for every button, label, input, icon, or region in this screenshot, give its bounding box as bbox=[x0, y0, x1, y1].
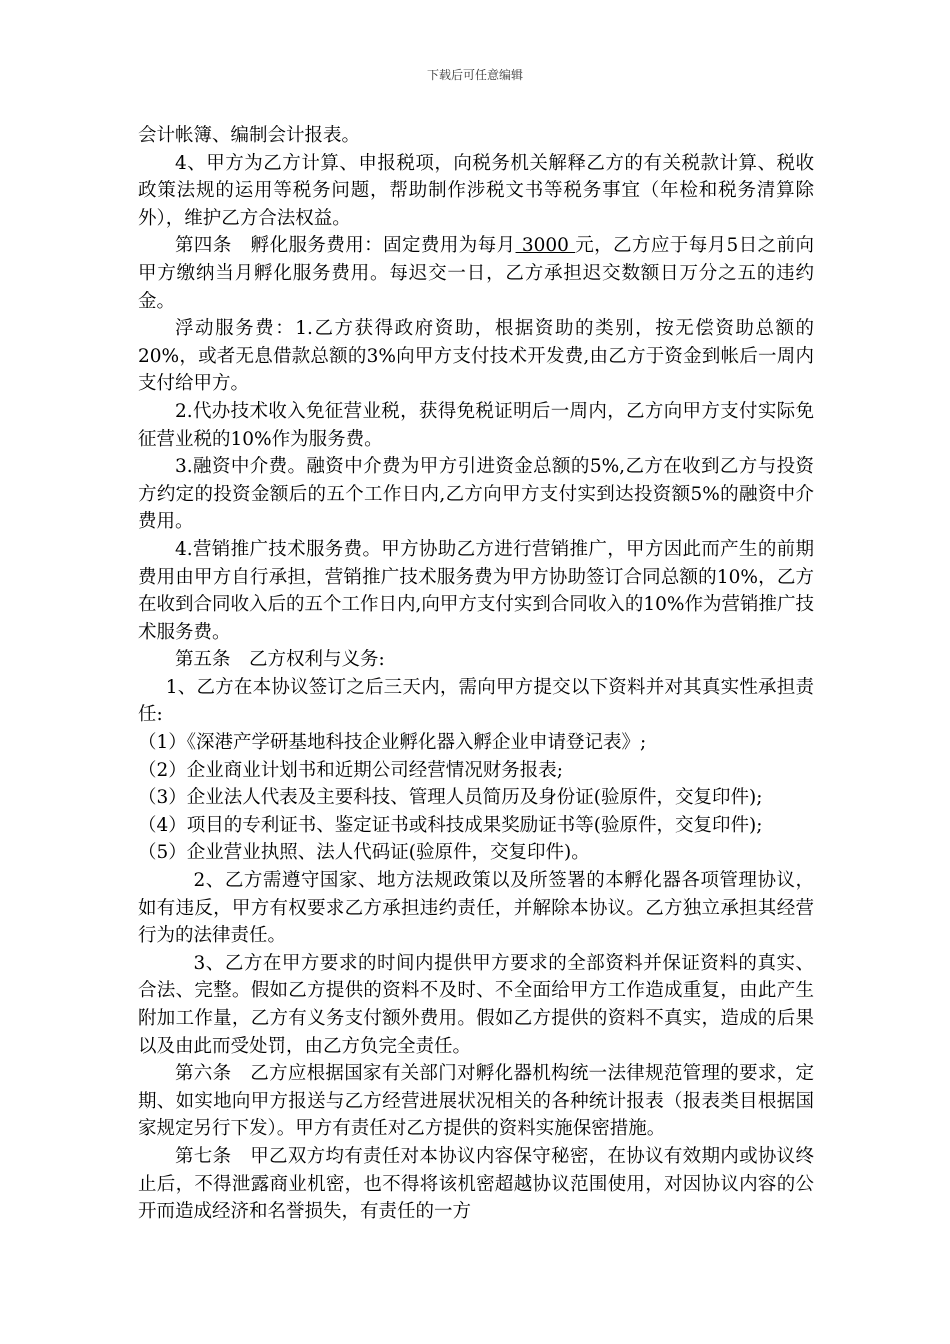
list-item: （4）项目的专利证书、鉴定证书或科技成果奖励证书等(验原件，交复印件); bbox=[138, 814, 763, 836]
list-item: （1）《深港产学研基地科技企业孵化器入孵企业申请登记表》; bbox=[138, 732, 647, 754]
page-header: 下载后可任意编辑 bbox=[426, 68, 523, 82]
article-4-paragraph bbox=[138, 232, 814, 315]
article-6-paragraph: 第六条 乙方应根据国家有关部门对孵化器机构统一法律规范管理的要求，定期、如实地向甲方报送与乙方经营进展状况相关的各种统计报表（报表类目根据国家规定另行下发）。甲方有责任对乙方提供的资料实施保密措施。 bbox=[138, 1063, 814, 1140]
paragraph: 2.代办技术收入免征营业税，获得免税证明后一周内，乙方向甲方支付实际免征营业税的10%作为服务费。 bbox=[138, 400, 814, 450]
list-item: （5）企业营业执照、法人代码证(验原件，交复印件)。 bbox=[138, 842, 590, 864]
paragraph: 4、甲方为乙方计算、申报税项，向税务机关解释乙方的有关税款计算、税收政策法规的运用等税务问题，帮助制作涉税文书等税务事宜（年检和税务清算除外），维护乙方合法权益。 bbox=[138, 152, 814, 229]
paragraph: 浮动服务费：1.乙方获得政府资助，根据资助的类别，按无偿资助总额的20%，或者无息借款总额的3%向甲方支付技术开发费,由乙方于资金到帐后一周内支付给甲方。 bbox=[138, 318, 814, 395]
paragraph: 2、乙方需遵守国家、地方法规政策以及所签署的本孵化器各项管理协议，如有违反，甲方有权要求乙方承担违约责任，并解除本协议。乙方独立承担其经营行为的法律责任。 bbox=[138, 870, 814, 947]
monthly-fee-amount: 3000 bbox=[515, 235, 576, 257]
paragraph: 4.营销推广技术服务费。甲方协助乙方进行营销推广，甲方因此而产生的前期费用由甲方自行承担，营销推广技术服务费为甲方协助签订合同总额的10%，乙方在收到合同收入后的五个工作日内,向甲方支付实到合同收入的10%作为营销推广技术服务费。 bbox=[138, 538, 815, 643]
document-body bbox=[138, 122, 814, 1226]
list-item: （3）企业法人代表及主要科技、管理人员简历及身份证(验原件，交复印件); bbox=[138, 787, 763, 809]
list-item: （2）企业商业计划书和近期公司经营情况财务报表; bbox=[138, 759, 564, 781]
paragraph: 3、乙方在甲方要求的时间内提供甲方要求的全部资料并保证资料的真实、合法、完整。假如乙方提供的资料不及时、不全面给甲方工作造成重复，由此产生附加工作量，乙方有义务支付额外费用。假如乙方提供的资料不真实，造成的后果以及由此而受处罚，由乙方负完全责任。 bbox=[138, 952, 814, 1057]
article-5-heading: 第五条 乙方权利与义务: bbox=[175, 649, 385, 671]
paragraph: 会计帐簿、编制会计报表。 bbox=[138, 125, 361, 146]
paragraph: 3.融资中介费。融资中介费为甲方引进资金总额的5%,乙方在收到乙方与投资方约定的投资金额后的五个工作日内,乙方向甲方支付实到达投资额5%的融资中介费用。 bbox=[138, 456, 814, 533]
article-7-paragraph: 第七条 甲乙双方均有责任对本协议内容保守秘密，在协议有效期内或协议终止后，不得泄露商业机密，也不得将该机密超越协议范围使用，对因协议内容的公开而造成经济和名誉损失，有责任的一方 bbox=[138, 1145, 814, 1223]
article-4-text-cont: 元，乙方应于每月5日之前向甲方缴纳当月孵化服务费用。每迟交一日，乙方承担迟交数额日万分之五的违约金。 bbox=[138, 235, 814, 312]
paragraph: 1、乙方在本协议签订之后三天内，需向甲方提交以下资料并对其真实性承担责任: bbox=[138, 676, 814, 726]
article-4-text: 第四条 孵化服务费用：固定费用为每月 bbox=[175, 235, 516, 257]
